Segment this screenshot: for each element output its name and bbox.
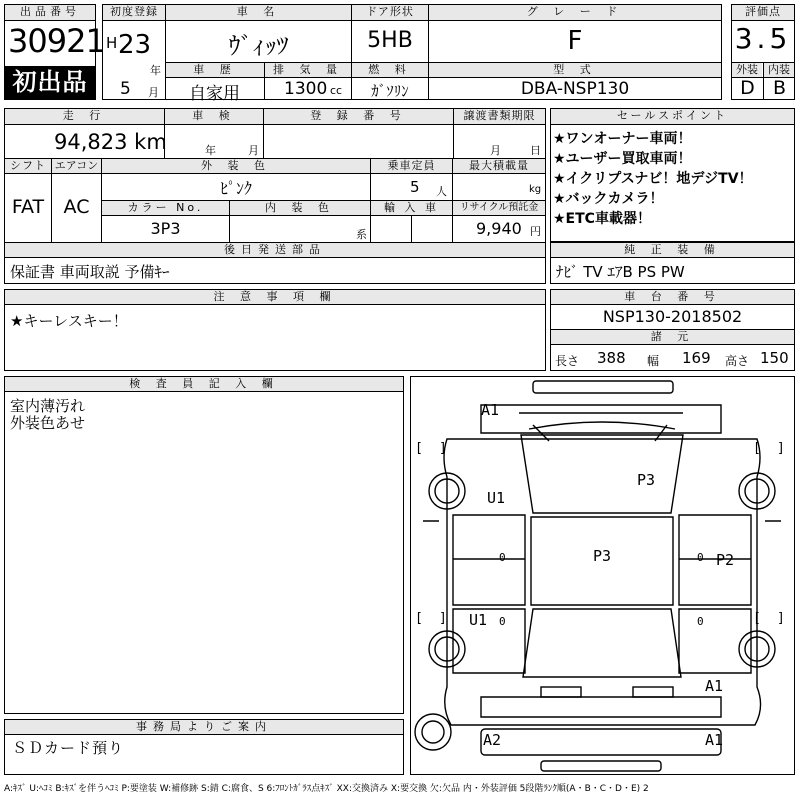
color-no-label: カラー No.: [102, 201, 229, 215]
max-load-unit: kg: [529, 184, 542, 195]
mileage-label: 走 行: [5, 109, 164, 124]
lot-label: 出品番号: [5, 5, 95, 20]
capacity: 5: [410, 178, 420, 196]
score: 3.5: [734, 22, 792, 55]
damage-mark: U1: [469, 611, 488, 629]
first-reg-era: H: [106, 34, 118, 52]
bracket: [: [753, 441, 761, 456]
ext-color: ﾋﾟﾝｸ: [219, 179, 252, 198]
recycle-unit: 円: [530, 225, 541, 238]
damage-mark: U1: [487, 489, 506, 507]
first-reg-year: 23: [118, 30, 152, 60]
door-label: ドア形状: [352, 5, 428, 20]
capacity-label: 乗車定員: [371, 159, 452, 173]
transfer-label: 譲渡書類期限: [454, 109, 545, 124]
damage-mark: A1: [481, 401, 500, 419]
bracket: ]: [439, 611, 447, 626]
door-handle-mark: 0: [697, 615, 704, 628]
capacity-unit: 人: [436, 185, 447, 198]
displacement: 1300: [284, 79, 328, 99]
legend: A:ｷｽﾞ U:ﾍｺﾐ B:ｷｽﾞを伴うﾍｺﾐ P:要塗装 W:補修跡 S:錆 C:腐食、S 6:ﾌﾛﾝﾄｶﾞﾗｽ点ｷｽﾞ XX:交換済み X:要交換 欠:欠品 内・外装評価 5段階ﾗﾝｸ順(A・B・C・D・E) 2: [4, 784, 649, 794]
damage-mark: P3: [637, 471, 656, 489]
later-parts: 保証書 車両取説 予備ｷｰ: [10, 263, 170, 281]
inspector-note: 外装色あせ: [10, 414, 86, 432]
month-unit: 月: [148, 86, 159, 99]
displacement-label: 排 気 量: [265, 63, 351, 77]
exterior-grade-label: 外装: [732, 63, 762, 77]
dims-label: 諸 元: [551, 330, 794, 344]
damage-diagram: [410, 376, 795, 775]
model-label: 型 式: [429, 63, 721, 77]
shift: FAT: [11, 196, 45, 218]
interior-grade-label: 内装: [764, 63, 794, 77]
inspector-note: 室内薄汚れ: [10, 397, 86, 415]
history: 自家用: [189, 84, 240, 104]
inspector-label: 検 査 員 記 入 欄: [5, 377, 403, 391]
lot-number: 30921: [8, 22, 105, 60]
grade: F: [567, 26, 583, 56]
first-reg-month: 5: [120, 79, 131, 99]
color-no: 3P3: [150, 219, 181, 238]
height: 150: [760, 349, 789, 367]
transfer-day-unit: 日: [530, 144, 541, 157]
bracket: ]: [439, 441, 447, 456]
door-handle-mark: 0: [697, 551, 704, 564]
sales-point: ★ワンオーナー車両！: [553, 131, 692, 147]
office-label: 事務局よりご案内: [5, 720, 403, 734]
inspection-label: 車 検: [165, 109, 263, 124]
plate-label: 登 録 番 号: [264, 109, 453, 124]
car-name-label: 車 名: [166, 5, 351, 20]
history-label: 車 歴: [166, 63, 264, 77]
mileage: 94,823 km: [54, 130, 167, 154]
chassis-label: 車 台 番 号: [551, 290, 794, 304]
car-outline: [411, 377, 794, 774]
recycle-fee: 9,940: [476, 219, 522, 238]
ext-color-label: 外 装 色: [102, 159, 370, 173]
sales-point: ★ETC車載器！: [553, 211, 651, 227]
damage-mark: P2: [716, 551, 735, 569]
bracket: [: [753, 611, 761, 626]
grade-label: グ レ ー ド: [429, 5, 721, 20]
aircon-label: エアコン: [52, 159, 101, 173]
exterior-grade: D: [740, 77, 755, 99]
damage-mark: A1: [705, 677, 724, 695]
width-label: 幅: [647, 354, 660, 368]
width: 169: [682, 349, 711, 367]
chassis-number: NSP130-2018502: [602, 307, 743, 326]
bracket: ]: [777, 441, 785, 456]
door-handle-mark: 0: [499, 615, 506, 628]
equipment-label: 純 正 装 備: [551, 243, 794, 257]
damage-mark: A2: [483, 731, 502, 749]
sales-points: [553, 129, 753, 229]
height-label: 高さ: [725, 354, 750, 368]
door-handle-mark: 0: [499, 551, 506, 564]
bracket: [: [415, 611, 423, 626]
later-parts-label: 後日発送部品: [5, 243, 545, 257]
damage-mark: P3: [593, 547, 612, 565]
bracket: [: [415, 441, 423, 456]
int-color-label: 内 装 色: [230, 201, 370, 215]
import-label: 輸 入 車: [371, 201, 452, 215]
door-type: 5HB: [367, 28, 413, 53]
equipment-value: ﾅﾋﾞ TV ｴｱB PS PW: [556, 263, 685, 281]
interior-grade: B: [772, 77, 787, 99]
inspection-month-unit: 月: [248, 144, 259, 157]
bracket: ]: [777, 611, 785, 626]
fuel-label: 燃 料: [352, 63, 428, 77]
aircon: AC: [63, 196, 90, 218]
shift-label: シフト: [5, 159, 51, 173]
max-load-label: 最大積載量: [453, 159, 545, 173]
fuel: ｶﾞｿﾘﾝ: [371, 82, 409, 100]
score-label: 評価点: [732, 5, 794, 20]
displacement-unit: cc: [330, 84, 343, 97]
office-value: ＳＤカード預り: [12, 739, 125, 757]
damage-mark: A1: [705, 731, 724, 749]
length-label: 長さ: [555, 354, 580, 368]
notes-value: ★キーレスキー！: [10, 312, 128, 330]
first-listing-badge: 初出品: [5, 66, 95, 99]
notes-label: 注 意 事 項 欄: [5, 290, 545, 304]
model: DBA-NSP130: [520, 79, 630, 99]
transfer-month-unit: 月: [490, 144, 501, 157]
sales-label: セールスポイント: [551, 109, 794, 124]
first-reg-label: 初度登録: [103, 5, 165, 20]
year-unit: 年: [150, 64, 161, 77]
inspection-year-unit: 年: [205, 144, 216, 157]
sales-point: ★イクリプスナビ！地デジTV！: [553, 171, 753, 187]
sales-point: ★バックカメラ！: [553, 191, 664, 207]
recycle-label: リサイクル預託金: [453, 201, 545, 215]
int-color-unit: 系: [356, 228, 367, 241]
sales-point: ★ユーザー買取車両！: [553, 151, 692, 167]
length: 388: [597, 349, 626, 367]
car-name: ｳﾞｨｯﾂ: [228, 32, 289, 60]
